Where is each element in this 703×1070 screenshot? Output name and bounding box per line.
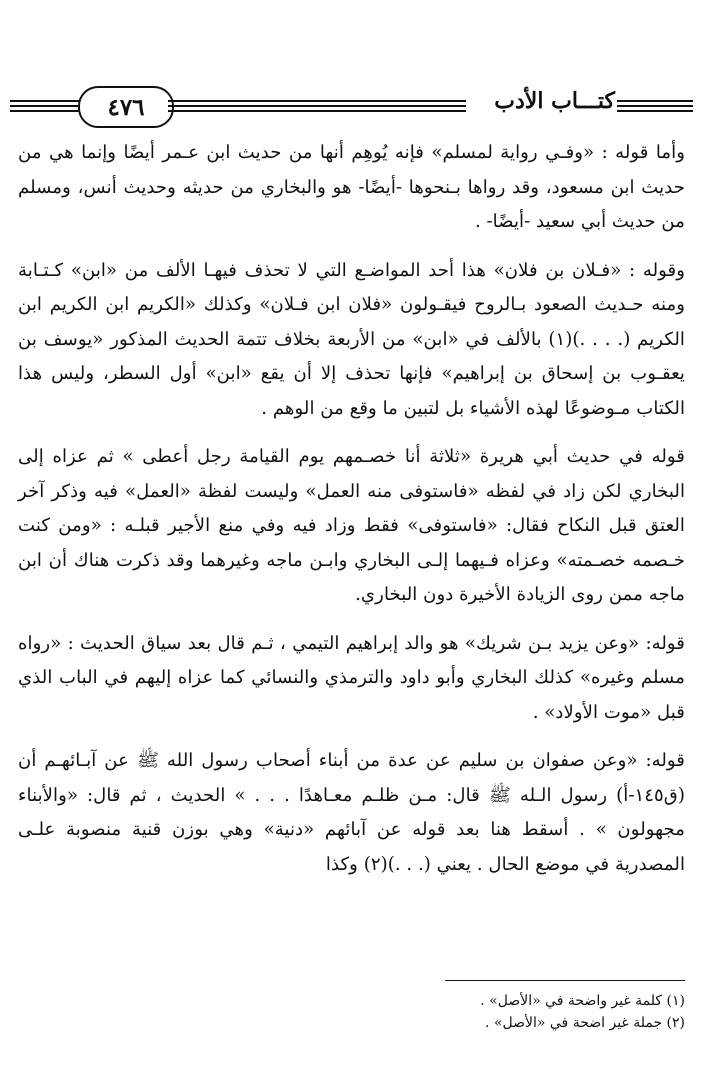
footnote: (١) كلمة غير واضحة في «الأصل» .	[480, 993, 685, 1009]
header-rule-right	[617, 105, 693, 107]
header-rule-middle	[168, 100, 466, 102]
footnote: (٢) جملة غير اضحة في «الأصل» .	[485, 1015, 685, 1031]
header-rule-right	[617, 100, 693, 102]
page-header	[0, 0, 703, 125]
paragraph: وقوله : «فـلان بن فلان» هذا أحد المواضـع التي لا تحذف فيهـا الألف من «ابن» كـتـابة ومنه حـديث الصعود بـالروح فيقـولون «فلان ابن فـلان» وكذلك «الكريم ابن الكريم ابن الكريم (. . . .)(١) بالألف في «ابن» من الأربعة بخلاف تتمة الحديث المذكور «يوسف بن يعقـوب بن إسحاق بن إبراهيم» فإنها تحذف إلا أن يقع «ابن» أول السطر، وليس هذا الكتاب مـوضوعًا لهذه الأشياء بل لتبين ما وقع من الوهم .	[18, 259, 685, 419]
header-rule-middle	[168, 110, 466, 112]
header-rule-left	[10, 110, 80, 112]
running-title: كتـــاب الأدب	[494, 88, 615, 114]
header-rule-right	[617, 110, 693, 112]
paragraph: وأما قوله : «وفـي رواية لمسلم» فإنه يُوهِم أنها من حديث ابن عـمر أيضًا وإنما هي من حديث ابن مسعود، وقد رواها بـنحوها -أيضًا- هو والبخاري من حديثه وحديث أنس، ومسلم من حديث أبي سعيد -أيضًا- .	[18, 142, 685, 232]
page-number: ٤٧٦	[107, 93, 145, 121]
header-rule-left	[10, 100, 80, 102]
paragraph: قوله: «وعن صفوان بن سليم عن عدة من أبناء أصحاب رسول الله ﷺ عن آبـائهـم أن (ق١٤٥-أ) رسول الـله ﷺ قال: مـن ظلـم معـاهدًا . . . » الحديث ، ثم قال: «والأبناء مجهولون » . أسقط هنا بعد قوله عن آبائهم «دنية» وهي بوزن قنية منصوبة علـى المصدرية في موضع الحال . يعني (. . .)(٢) وكذا	[18, 750, 685, 875]
page-number-badge	[78, 86, 174, 128]
paragraph: قوله: «وعن يزيد بـن شريك» هو والد إبراهيم التيمي ، ثـم قال بعد سياق الحديث : «رواه مسلم وغيره» كذلك البخاري وأبو داود والترمذي والنسائي كما عزاه إليهم في الباب الذي قبل «موت الأولاد» .	[18, 632, 685, 723]
footnotes	[330, 990, 685, 1034]
header-rule-left	[10, 105, 80, 107]
paragraph: قوله في حديث أبي هريرة «ثلاثة أنا خصـمهم يوم القيامة رجل أعطى » ثم عزاه إلى البخاري لكن زاد في لفظه «فاستوفى منه العمل» وليست لفظة «العمل» فيه وذكر آخر العتق قبل النكاح فقال: «فاستوفى» فقط وزاد فيه وفي منع الأجير قبلـه : «ومن كنت خـصمه خصـمته» وعزاه فـيهما إلـى البخاري وابـن ماجه وغيرهما وقد ذكرت هناك أن ابن ماجه ممن روى الزيادة الأخيرة دون البخاري.	[18, 446, 685, 605]
header-rule-middle	[168, 105, 466, 107]
footnote-separator	[445, 980, 685, 981]
body-text	[18, 136, 685, 896]
